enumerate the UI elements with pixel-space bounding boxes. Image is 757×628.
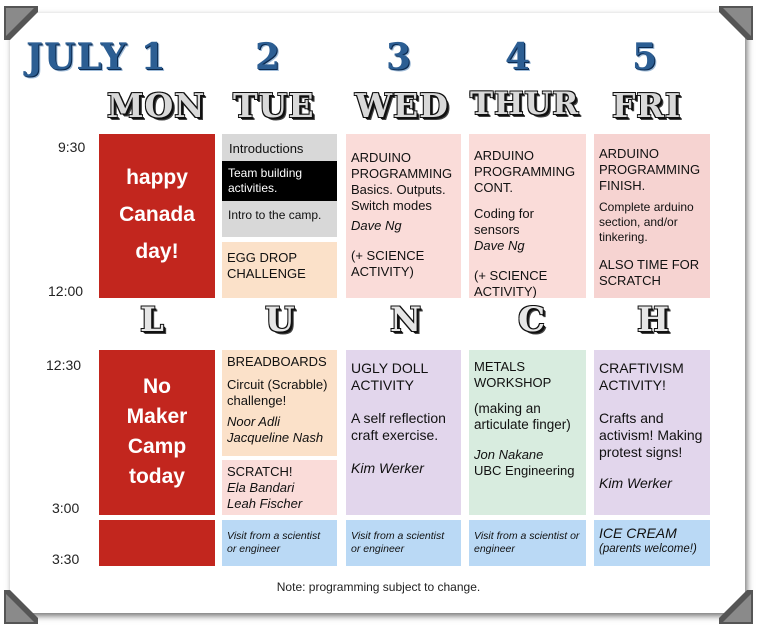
tue-breadboards-block	[222, 350, 337, 456]
tue-intro-camp: Intro to the camp.	[228, 208, 322, 222]
tue-scratch-title: SCRATCH!	[227, 464, 293, 479]
thur-visit-text: Visit from a scientist or engineer	[474, 530, 580, 555]
lunch-letter-c: C	[518, 300, 546, 340]
tue-breadboards-instructor: Jacqueline Nash	[227, 430, 324, 445]
date-fri: 5	[632, 36, 659, 78]
thur-morning-block	[469, 134, 586, 298]
thur-afternoon-block	[469, 350, 586, 515]
footer-note: Note: programming subject to change.	[276, 580, 481, 594]
wed-instructor: Dave Ng	[351, 218, 402, 233]
day-tue: TUE	[233, 86, 315, 125]
fri-afternoon-block	[594, 350, 710, 515]
tue-intro-block	[222, 134, 337, 237]
time-1230: 12:30	[46, 357, 82, 373]
photo-corner-bottom-right	[719, 590, 753, 624]
wed-visit-block	[346, 520, 461, 566]
fri-morning-block	[594, 134, 710, 298]
tue-breadboards-desc: Circuit (Scrabble) challenge!	[227, 377, 328, 408]
wed-title: ARDUINO PROGRAMMING	[351, 150, 453, 181]
wed-science: (+ SCIENCE ACTIVITY)	[351, 248, 425, 279]
thur-pm-instructor: Jon Nakane	[474, 447, 544, 462]
wed-pm-title: UGLY DOLL ACTIVITY	[351, 360, 428, 393]
day-mon: MON	[107, 86, 206, 125]
time-930: 9:30	[58, 139, 86, 155]
tue-visit-text: Visit from a scientist or engineer	[227, 530, 321, 555]
tue-scratch-block	[222, 460, 337, 515]
tue-visit-block	[222, 520, 337, 566]
fri-icecream-title: ICE CREAM	[599, 525, 677, 541]
wed-visit-text: Visit from a scientist or engineer	[351, 530, 445, 555]
mon-morning-line: day!	[135, 240, 179, 263]
mon-morning-line: Canada	[119, 203, 195, 226]
fri-scratch: ALSO TIME FOR SCRATCH	[599, 257, 700, 288]
tue-egg-drop-block	[222, 242, 337, 298]
photo-corner-top-left	[4, 6, 38, 40]
mon-afternoon-line: Camp	[127, 435, 187, 458]
mon-late-block	[99, 520, 215, 566]
lunch-letter-u: U	[265, 300, 295, 340]
thur-title: ARDUINO PROGRAMMING CONT.	[474, 148, 576, 195]
lunch-letter-l: L	[140, 300, 164, 340]
mon-afternoon-block	[99, 350, 215, 515]
time-300: 3:00	[52, 500, 80, 516]
tue-scratch-instructor: Ela Bandari	[227, 480, 295, 495]
wed-pm-instructor: Kim Werker	[351, 460, 424, 476]
thur-instructor: Dave Ng	[474, 238, 525, 253]
fri-desc: Complete arduino section, and/or tinkering.	[599, 200, 694, 244]
tue-breadboards-title: BREADBOARDS	[227, 354, 327, 369]
fri-pm-title: CRAFTIVISM ACTIVITY!	[599, 360, 684, 393]
thur-pm-org: UBC Engineering	[474, 463, 575, 478]
tue-scratch-instructor: Leah Fischer	[227, 496, 303, 511]
date-wed: 3	[386, 36, 413, 78]
wed-pm-desc: A self reflection craft exercise.	[351, 410, 446, 443]
date-tue: 2	[255, 36, 282, 78]
tue-intro-title: Introductions	[229, 141, 304, 156]
thur-pm-title: METALS WORKSHOP	[474, 359, 552, 390]
photo-corner-bottom-left	[4, 590, 38, 624]
day-wed: WED	[355, 86, 449, 125]
fri-pm-desc: Crafts and activism! Making protest signs!	[599, 410, 703, 460]
wed-morning-block	[346, 134, 461, 298]
fri-pm-instructor: Kim Werker	[599, 475, 672, 491]
mon-afternoon-line: No	[143, 375, 171, 398]
thur-desc: Coding for sensors	[474, 206, 534, 237]
lunch-letter-n: N	[390, 300, 422, 340]
tue-team-building: Team building activities.	[222, 161, 337, 201]
thur-science: (+ SCIENCE ACTIVITY)	[474, 268, 548, 298]
mon-morning-block	[99, 134, 215, 298]
mon-morning-line: happy	[126, 166, 188, 189]
day-fri: FRI	[612, 86, 682, 125]
fri-icecream-sub: (parents welcome!)	[599, 543, 697, 555]
photo-corner-top-right	[719, 6, 753, 40]
date-thur: 4	[505, 36, 532, 78]
fri-title: ARDUINO PROGRAMMING FINISH.	[599, 146, 701, 193]
wed-desc: Basics. Outputs. Switch modes	[351, 182, 446, 213]
time-1200: 12:00	[48, 283, 84, 299]
day-thur: THUR	[470, 86, 580, 122]
thur-pm-desc: (making an articulate finger)	[474, 401, 571, 432]
wed-afternoon-block	[346, 350, 461, 515]
tue-egg-drop-title: EGG DROP CHALLENGE	[227, 250, 306, 281]
mon-afternoon-line: Maker	[126, 405, 188, 428]
mon-afternoon-line: today	[128, 465, 185, 488]
tue-breadboards-instructor: Noor Adli	[227, 414, 280, 429]
month-date-label: JULY 1	[26, 36, 167, 78]
fri-icecream-block	[594, 520, 710, 566]
time-330: 3:30	[52, 551, 80, 567]
thur-visit-block	[469, 520, 586, 566]
lunch-letter-h: H	[637, 300, 670, 340]
